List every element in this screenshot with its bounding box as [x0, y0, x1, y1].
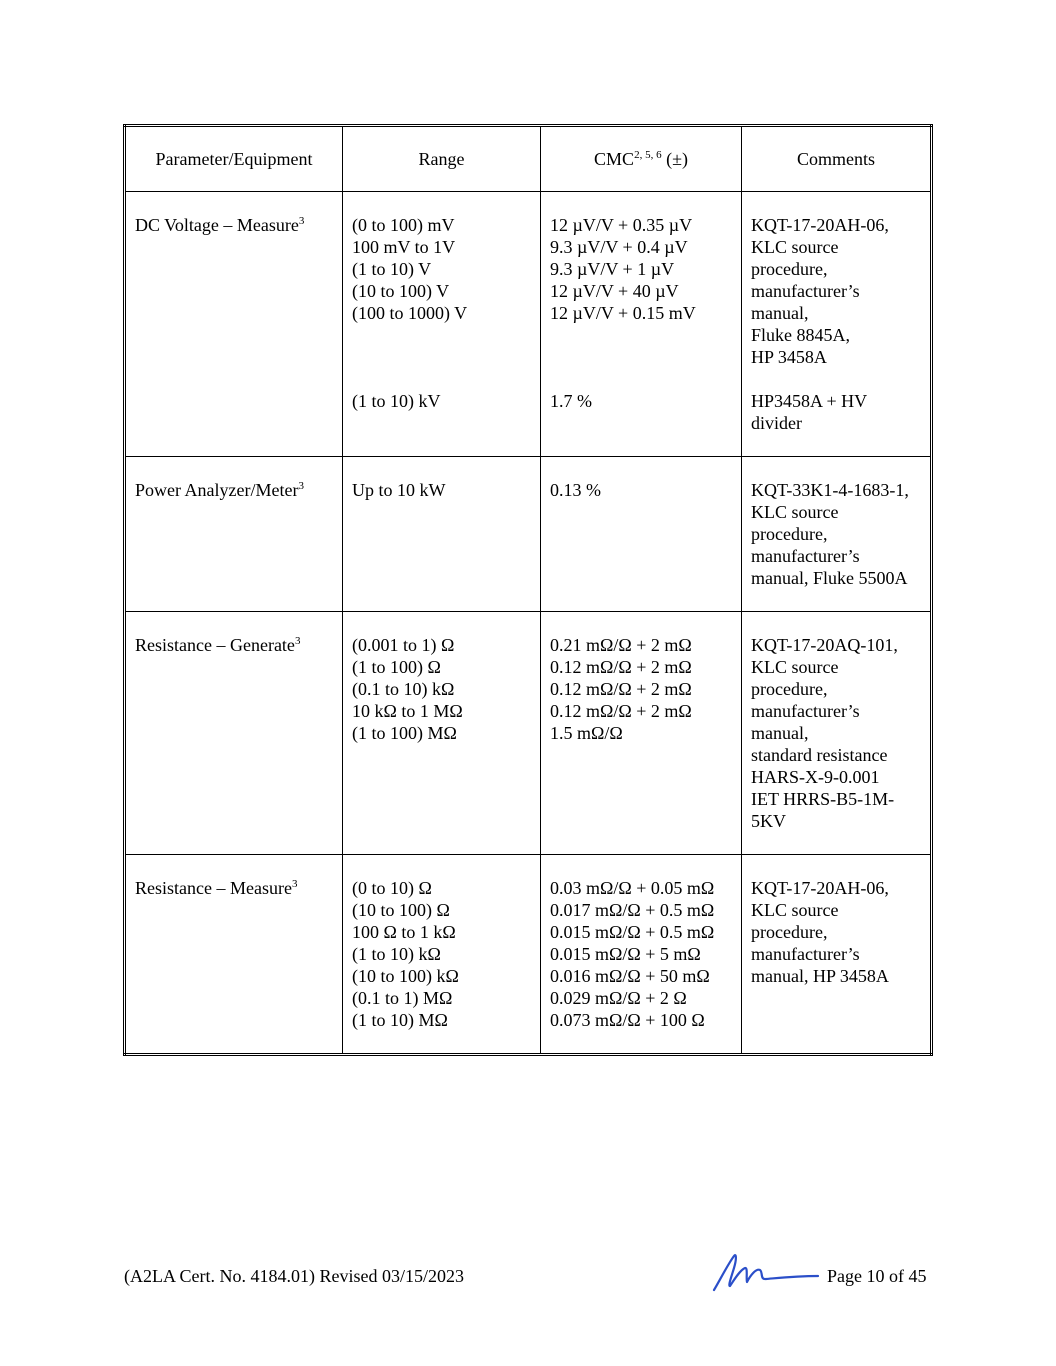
range-cell	[343, 612, 541, 855]
comment-line: procedure,	[751, 524, 828, 544]
range-line: (1 to 10) V	[352, 259, 432, 279]
comment-line: manual,	[751, 303, 809, 323]
table-row	[125, 457, 932, 612]
parameter-cell	[125, 192, 343, 457]
comment-line: procedure,	[751, 679, 828, 699]
comment-line: HP3458A + HV	[751, 391, 868, 411]
table-row	[125, 855, 932, 1055]
cmc-line: 12 µV/V + 0.15 mV	[550, 303, 696, 323]
cmc-line: 0.21 mΩ/Ω + 2 mΩ	[550, 635, 692, 655]
comment-line: manufacturer’s	[751, 546, 860, 566]
footnote-marker: 3	[291, 878, 298, 890]
range-line: 10 kΩ to 1 MΩ	[352, 701, 463, 721]
comment-line: manufacturer’s	[751, 281, 860, 301]
comment-line: manual, Fluke 5500A	[751, 568, 908, 588]
table-row	[125, 612, 932, 855]
cmc-line: 0.015 mΩ/Ω + 5 mΩ	[550, 944, 701, 964]
range-line: (10 to 100) V	[352, 281, 450, 301]
cmc-line: 0.12 mΩ/Ω + 2 mΩ	[550, 657, 692, 677]
parameter-cell	[125, 612, 343, 855]
header-cmc-label: CMC	[594, 149, 635, 169]
range-line: (100 to 1000) V	[352, 303, 468, 323]
footnote-marker: 3	[294, 635, 301, 647]
comment-line: KLC source	[751, 900, 839, 920]
comment-line: KQT-33K1-4-1683-1,	[751, 480, 909, 500]
range-line: (1 to 100) Ω	[352, 657, 441, 677]
comment-line: IET HRRS-B5-1M-	[751, 789, 895, 809]
table-body	[125, 192, 932, 1055]
cmc-line: 1.5 mΩ/Ω	[550, 723, 623, 743]
range-line: (1 to 10) MΩ	[352, 1010, 448, 1030]
footer-certificate: (A2LA Cert. No. 4184.01) Revised 03/15/2023	[124, 1266, 464, 1286]
range-line: 100 Ω to 1 kΩ	[352, 922, 456, 942]
comment-line: procedure,	[751, 259, 828, 279]
range-line: (0.1 to 1) MΩ	[352, 988, 453, 1008]
range-cell	[343, 457, 541, 612]
comments-cell	[742, 612, 932, 855]
comment-line: manual, HP 3458A	[751, 966, 889, 986]
parameter-cell	[125, 855, 343, 1055]
range-line: 100 mV to 1V	[352, 237, 456, 257]
range-line: Up to 10 kW	[352, 480, 446, 500]
comment-line: manufacturer’s	[751, 944, 860, 964]
cmc-line: 0.016 mΩ/Ω + 50 mΩ	[550, 966, 710, 986]
range-line: (0.1 to 10) kΩ	[352, 679, 455, 699]
comments-cell	[742, 192, 932, 457]
header-parameter: Parameter/Equipment	[125, 126, 343, 192]
parameter-label: DC Voltage – Measure	[135, 215, 299, 235]
comment-line: standard resistance	[751, 745, 888, 765]
range-cell	[343, 192, 541, 457]
comment-line: HARS-X-9-0.001	[751, 767, 880, 787]
comment-line: KLC source	[751, 237, 839, 257]
header-cmc-suffix: (±)	[661, 149, 688, 169]
calibration-table	[123, 124, 933, 1056]
comment-line: procedure,	[751, 922, 828, 942]
comment-line: 5KV	[751, 811, 786, 831]
cmc-line: 0.03 mΩ/Ω + 0.05 mΩ	[550, 878, 715, 898]
parameter-label: Power Analyzer/Meter	[135, 480, 299, 500]
header-range: Range	[343, 126, 541, 192]
cmc-cell	[541, 457, 742, 612]
footnote-marker: 3	[298, 480, 304, 492]
cmc-line: 0.12 mΩ/Ω + 2 mΩ	[550, 679, 692, 699]
range-line: (1 to 100) MΩ	[352, 723, 457, 743]
range-line: (10 to 100) kΩ	[352, 966, 459, 986]
range-line: (1 to 10) kΩ	[352, 944, 441, 964]
signature	[712, 1250, 820, 1294]
cmc-line: 12 µV/V + 40 µV	[550, 281, 679, 301]
range-line: (0 to 100) mV	[352, 215, 455, 235]
cmc-line: 0.073 mΩ/Ω + 100 Ω	[550, 1010, 705, 1030]
footer-page-number: Page 10 of 45	[827, 1266, 927, 1286]
range-line: (0.001 to 1) Ω	[352, 635, 455, 655]
comment-line: KLC source	[751, 657, 839, 677]
cmc-cell	[541, 612, 742, 855]
header-cmc	[541, 126, 742, 192]
range-line: (1 to 10) kV	[352, 391, 441, 411]
table-row	[125, 192, 932, 457]
comment-line: KQT-17-20AH-06,	[751, 878, 889, 898]
comment-line: Fluke 8845A,	[751, 325, 850, 345]
comment-line: HP 3458A	[751, 347, 827, 367]
comment-line: manufacturer’s	[751, 701, 860, 721]
table-header-row	[125, 126, 932, 192]
comment-line: manual,	[751, 723, 809, 743]
comment-line: KQT-17-20AH-06,	[751, 215, 889, 235]
footnote-marker: 3	[298, 215, 305, 227]
cmc-cell	[541, 192, 742, 457]
cmc-line: 1.7 %	[550, 391, 592, 411]
parameter-cell	[125, 457, 343, 612]
cmc-line: 0.13 %	[550, 480, 601, 500]
header-comments: Comments	[742, 126, 932, 192]
cmc-line: 9.3 µV/V + 0.4 µV	[550, 237, 688, 257]
cmc-line: 0.12 mΩ/Ω + 2 mΩ	[550, 701, 692, 721]
comment-line: KLC source	[751, 502, 839, 522]
header-cmc-superscript: 2, 5, 6	[634, 149, 662, 161]
range-line: (0 to 10) Ω	[352, 878, 432, 898]
range-line: (10 to 100) Ω	[352, 900, 450, 920]
comments-cell	[742, 457, 932, 612]
cmc-cell	[541, 855, 742, 1055]
range-cell	[343, 855, 541, 1055]
comment-line: divider	[751, 413, 802, 433]
parameter-label: Resistance – Measure	[135, 878, 292, 898]
comments-cell	[742, 855, 932, 1055]
cmc-line: 0.017 mΩ/Ω + 0.5 mΩ	[550, 900, 715, 920]
parameter-label: Resistance – Generate	[135, 635, 295, 655]
comment-line: KQT-17-20AQ-101,	[751, 635, 898, 655]
cmc-line: 9.3 µV/V + 1 µV	[550, 259, 675, 279]
cmc-line: 0.029 mΩ/Ω + 2 Ω	[550, 988, 687, 1008]
cmc-line: 0.015 mΩ/Ω + 0.5 mΩ	[550, 922, 715, 942]
cmc-line: 12 µV/V + 0.35 µV	[550, 215, 693, 235]
